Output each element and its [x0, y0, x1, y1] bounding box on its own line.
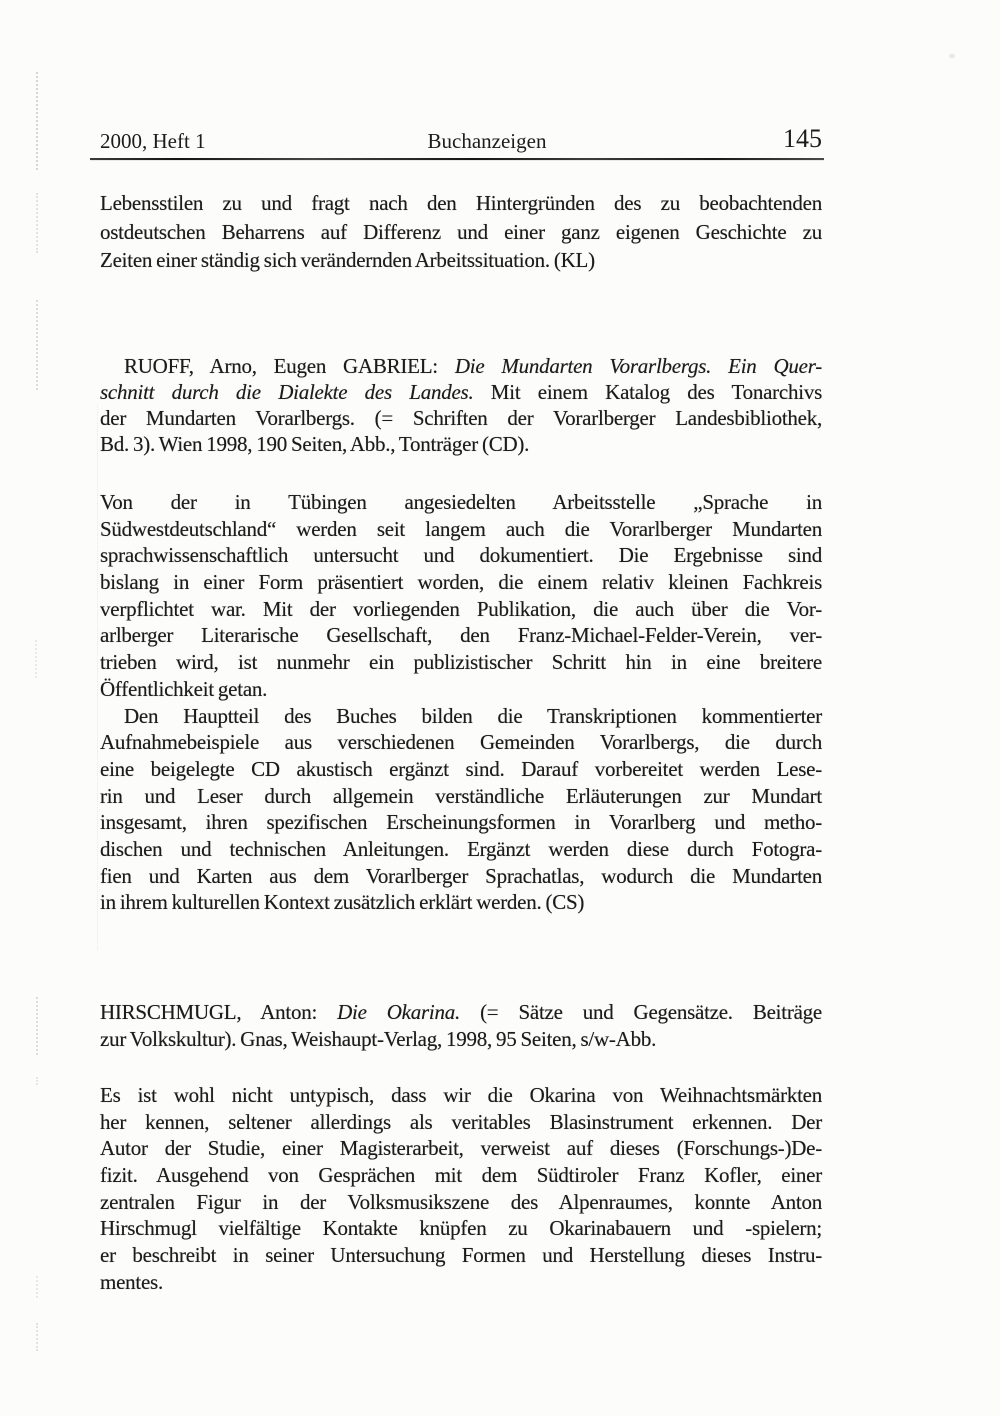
scan-artifact-streak [97, 405, 98, 950]
text-segment: Zeiten einer ständig sich verändernden Arbeitssituation. (KL) [100, 248, 595, 272]
italic-text-segment: Die Okarina. [337, 1000, 461, 1024]
text-line [100, 189, 822, 218]
text-segment: fien und Karten aus dem Vorarlberger Sprachatlas, wodurch die Mundarten [100, 863, 822, 888]
text-segment: Mit einem Katalog des Tonarchivs [473, 380, 822, 404]
scan-artifact-dots [35, 640, 37, 678]
text-line [100, 1162, 822, 1189]
scan-artifact-speck [948, 53, 956, 59]
text-segment: Öffentlichkeit getan. [100, 676, 268, 701]
text-line [100, 1109, 822, 1136]
text-line [100, 999, 822, 1026]
text-line [100, 1269, 822, 1296]
text-line [100, 1242, 822, 1269]
text-line [100, 1189, 822, 1216]
header-rule [90, 158, 824, 160]
text-segment: er beschreibt in seiner Untersuchung Formen und Herstellung dieses Instru- [100, 1243, 822, 1268]
italic-text-segment: schnitt durch die Dialekte des Landes. [100, 380, 474, 404]
scan-artifact-dots [36, 1323, 38, 1351]
text-line [100, 1135, 822, 1162]
text-line [100, 863, 822, 890]
text-line [100, 729, 822, 756]
text-line [100, 542, 822, 569]
text-segment: mentes. [100, 1269, 163, 1294]
text-line [100, 836, 822, 863]
text-segment: rin und Leser durch allgemein verständliche Erläuterungen zur Mundart [100, 783, 822, 808]
text-line [100, 218, 822, 247]
section-citation-ruoff [100, 353, 822, 457]
scan-artifact-dots [36, 1077, 38, 1085]
text-segment: verpflichtet war. Mit der vorliegenden Publikation, die auch über die Vor- [100, 596, 822, 621]
text-segment: der Mundarten Vorarlbergs. (= Schriften der Vorarlberger Landesbibliothek, [100, 406, 822, 430]
text-segment: RUOFF, Arno, Eugen GABRIEL: [124, 354, 455, 378]
scan-artifact-dots [36, 300, 38, 390]
paragraph [100, 999, 822, 1053]
text-line [100, 756, 822, 783]
paragraph [100, 189, 822, 275]
text-line [100, 1026, 822, 1053]
text-line [100, 246, 822, 275]
scan-artifact-dots [36, 1276, 38, 1298]
header-section-title: Buchanzeigen [427, 129, 547, 153]
text-line [100, 649, 822, 676]
text-segment: eine beigelegte CD akustisch ergänzt sind. Darauf vorbereitet werden Lese- [100, 756, 822, 781]
text-segment: Von der in Tübingen angesiedelten Arbeitsstelle „Sprache in [100, 490, 822, 514]
text-segment: her kennen, seltener allerdings als veritables Blasinstrument erkennen. Der [100, 1109, 822, 1134]
text-line [100, 889, 822, 916]
paragraph [100, 1082, 822, 1296]
text-line [100, 783, 822, 810]
text-line [100, 622, 822, 649]
scan-artifact-dots [36, 997, 38, 1055]
paragraph [100, 353, 822, 457]
text-segment: in ihrem kulturellen Kontext zusätzlich erklärt werden. (CS) [100, 890, 585, 915]
text-line [100, 353, 822, 379]
text-segment: zentralen Figur in der Volksmusikszene des Alpenraumes, konnte Anton [100, 1189, 822, 1214]
section-review-ruoff [100, 489, 822, 916]
paragraph [100, 489, 822, 703]
text-segment: Südwestdeutschland“ werden seit langem auch die Vorarlberger Mundarten [100, 516, 822, 541]
text-segment: Autor der Studie, einer Magisterarbeit, verweist auf dieses (Forschungs-)De- [100, 1136, 822, 1161]
text-segment: zur Volkskultur). Gnas, Weishaupt-Verlag, 1998, 95 Seiten, s/w-Abb. [100, 1027, 657, 1051]
text-line [100, 703, 822, 730]
text-segment: Lebensstilen zu und fragt nach den Hintergründen des zu beobachtenden [100, 191, 822, 215]
section-citation-hirschmugl [100, 999, 822, 1053]
text-line [100, 1215, 822, 1242]
italic-text-segment: Die Mundarten Vorarlbergs. Ein Quer- [454, 354, 822, 378]
section-review-hirschmugl [100, 1082, 822, 1296]
header-issue: 2000, Heft 1 [100, 129, 206, 153]
text-segment: Aufnahmebeispiele aus verschiedenen Gemeinden Vorarlbergs, die durch [100, 730, 822, 755]
text-line [100, 516, 822, 543]
text-segment: ostdeutschen Beharrens auf Differenz und einer ganz eigenen Geschichte zu [100, 219, 822, 244]
text-segment: Bd. 3). Wien 1998, 190 Seiten, Abb., Tonträger (CD). [100, 432, 530, 456]
text-line [100, 1082, 822, 1109]
text-segment: bislang in einer Form präsentiert worden, die einem relativ kleinen Fachkreis [100, 570, 822, 595]
text-line [100, 809, 822, 836]
text-segment: (= Sätze und Gegensätze. Beiträge [460, 1000, 822, 1024]
text-line [100, 431, 822, 457]
text-line [100, 569, 822, 596]
text-segment: arlberger Literarische Gesellschaft, den Franz-Michael-Felder-Verein, ver- [100, 623, 822, 648]
text-line [100, 676, 822, 703]
text-segment: sprachwissenschaftlich untersucht und dokumentiert. Die Ergebnisse sind [100, 543, 822, 568]
text-line [100, 596, 822, 623]
text-line [100, 379, 822, 405]
text-line [100, 405, 822, 431]
text-segment: Hirschmugl vielfältige Kontakte knüpfen zu Okarinabauern und -spielern; [100, 1216, 822, 1241]
header-page-number: 145 [783, 124, 822, 153]
text-segment: Es ist wohl nicht untypisch, dass wir die Okarina von Weihnachtsmärkten [100, 1083, 822, 1107]
text-segment: insgesamt, ihren spezifischen Erscheinungsformen in Vorarlberg und metho- [100, 810, 822, 835]
text-segment: HIRSCHMUGL, Anton: [100, 1000, 338, 1024]
text-segment: fizit. Ausgehend von Gesprächen mit dem Südtiroler Franz Kofler, einer [100, 1163, 822, 1188]
text-segment: trieben wird, ist nunmehr ein publizistischer Schritt hin in eine breitere [100, 650, 822, 675]
scan-artifact-dots [36, 193, 38, 253]
scan-artifact-dots [36, 72, 38, 170]
paragraph [100, 703, 822, 917]
text-segment: dischen und technischen Anleitungen. Ergänzt werden diese durch Fotogra- [100, 836, 822, 861]
section-review-kl-ending [100, 189, 822, 275]
text-segment: Den Hauptteil des Buches bilden die Transkriptionen kommentierter [124, 703, 822, 728]
text-line [100, 489, 822, 516]
